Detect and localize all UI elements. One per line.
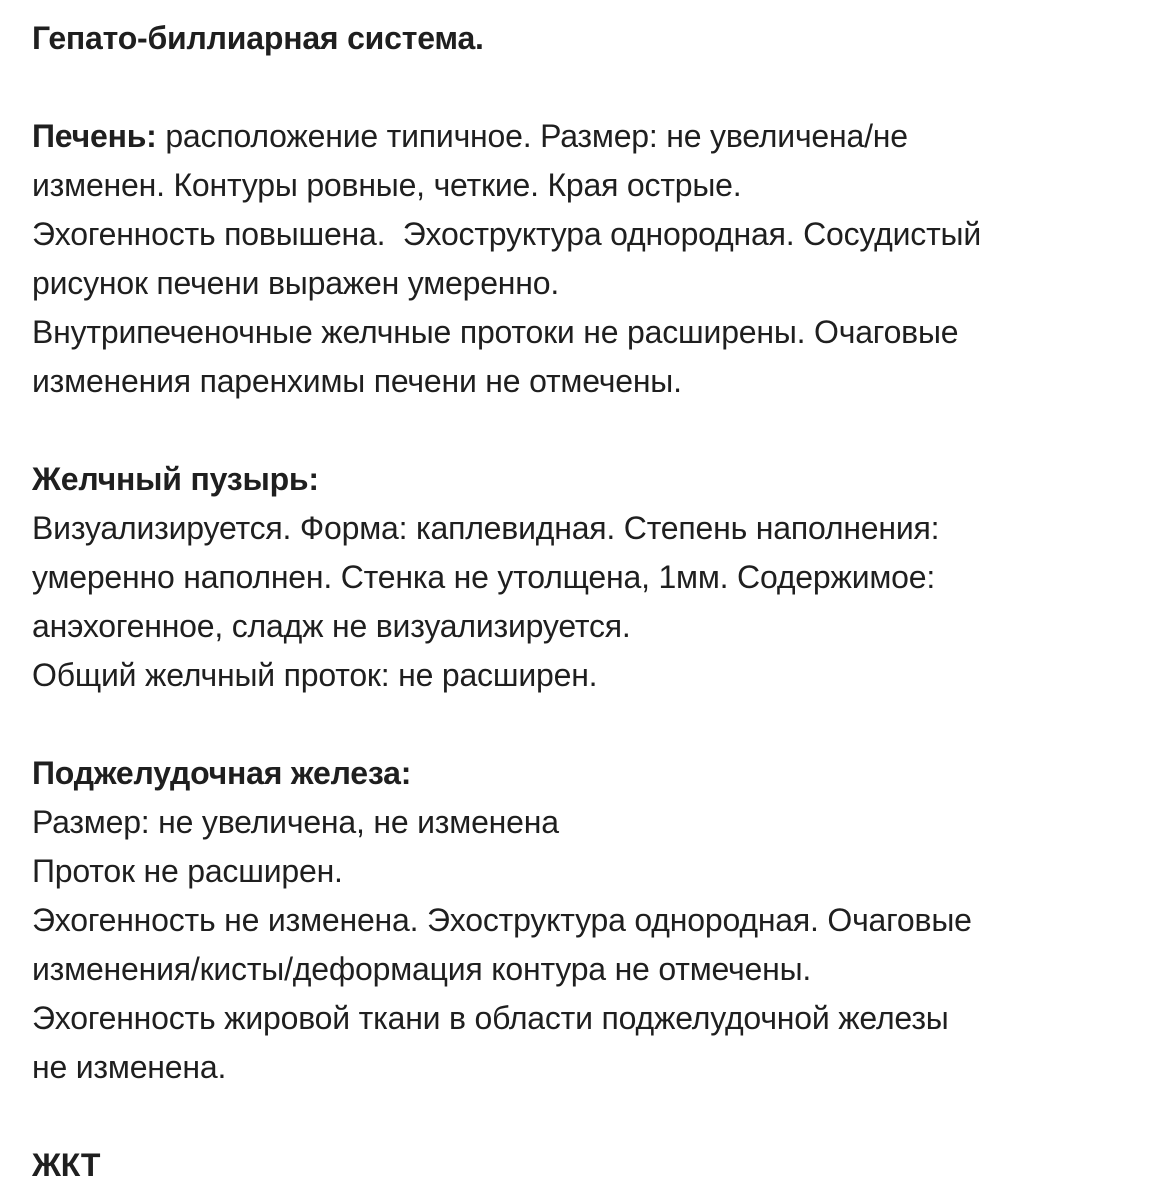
liver-line: Внутрипеченочные желчные протоки не расширены. Очаговые	[32, 314, 959, 350]
spacer	[32, 406, 1142, 455]
next-section-heading-cut	[32, 1141, 1142, 1183]
gallbladder-section	[32, 455, 1142, 700]
gallbladder-line: умеренно наполнен. Стенка не утолщена, 1мм. Содержимое:	[32, 559, 936, 595]
liver-first-line	[32, 112, 1142, 161]
liver-line: рисунок печени выражен умеренно.	[32, 265, 560, 301]
gallbladder-heading: Желчный пузырь:	[32, 461, 319, 497]
spacer	[32, 700, 1142, 749]
gallbladder-line: анэхогенное, сладж не визуализируется.	[32, 608, 631, 644]
pancreas-heading: Поджелудочная железа:	[32, 755, 412, 791]
gallbladder-line: Визуализируется. Форма: каплевидная. Степень наполнения:	[32, 510, 940, 546]
liver-line: изменения паренхимы печени не отмечены.	[32, 363, 682, 399]
liver-first-line-text: расположение типичное. Размер: не увеличена/не	[156, 118, 908, 154]
pancreas-section	[32, 749, 1142, 1092]
document-title: Гепато-биллиарная система.	[32, 20, 484, 56]
gallbladder-line: Общий желчный проток: не расширен.	[32, 657, 598, 693]
liver-line: Эхогенность повышена. Эхоструктура однородная. Сосудистый	[32, 216, 982, 252]
liver-section	[32, 112, 1142, 406]
pancreas-line: не изменена.	[32, 1049, 227, 1085]
pancreas-line: изменения/кисты/деформация контура не отмечены.	[32, 951, 812, 987]
pancreas-line: Размер: не увеличена, не изменена	[32, 804, 559, 840]
pancreas-line: Эхогенность не изменена. Эхоструктура однородная. Очаговые	[32, 902, 972, 938]
report-page	[32, 14, 1142, 1183]
pancreas-line: Проток не расширен.	[32, 853, 343, 889]
liver-heading: Печень:	[32, 118, 157, 154]
gi-tract-heading: ЖКТ	[32, 1147, 101, 1183]
spacer	[32, 63, 1142, 112]
liver-line: изменен. Контуры ровные, четкие. Края острые.	[32, 167, 742, 203]
pancreas-line: Эхогенность жировой ткани в области поджелудочной железы	[32, 1000, 949, 1036]
